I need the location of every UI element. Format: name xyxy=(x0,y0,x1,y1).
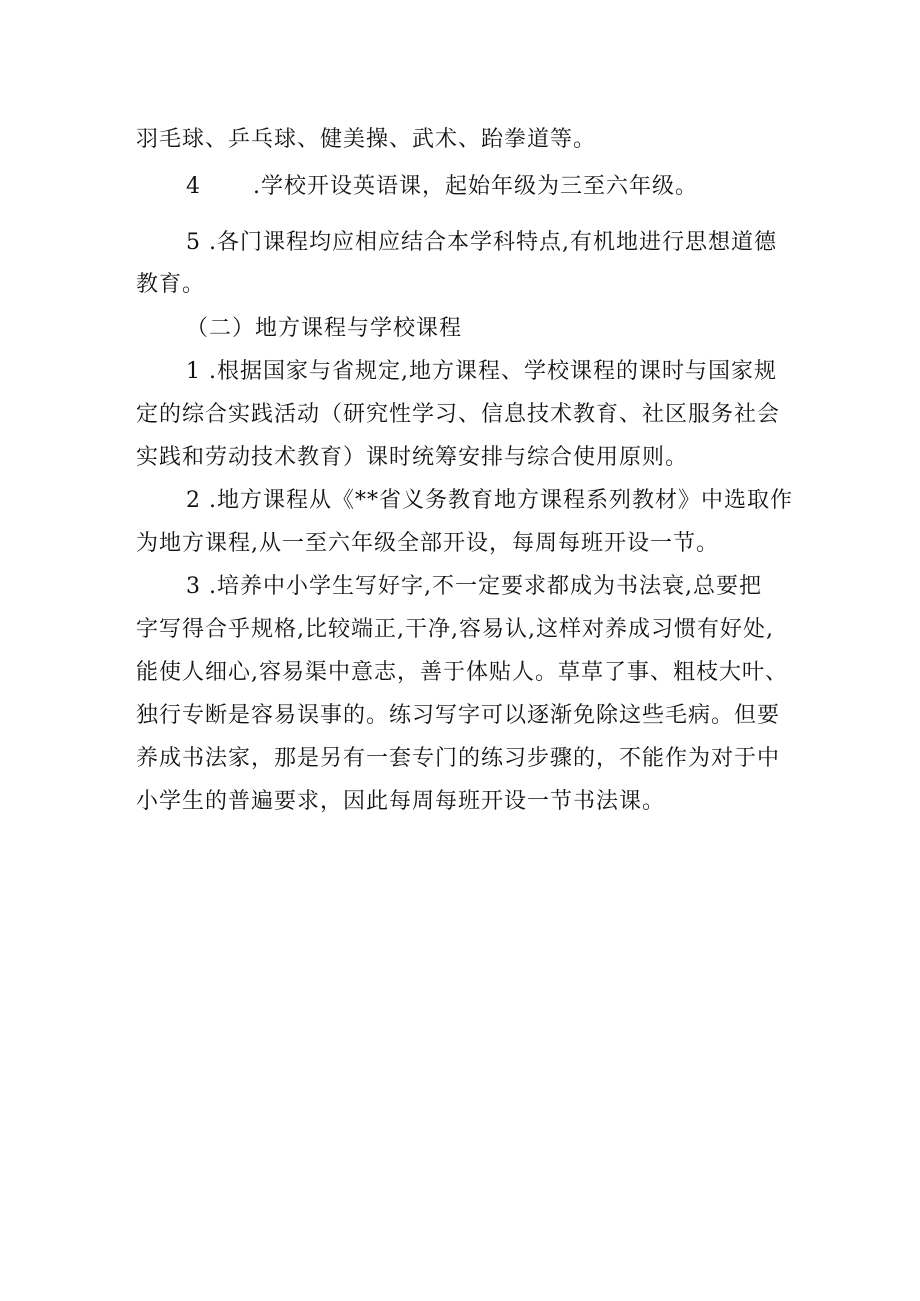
paragraph-4-text: .学校开设英语课，起始年级为三至六年级。 xyxy=(253,174,698,199)
item-2-line-2: 为地方课程,从一至六年级全部开设，每周每班开设一节。 xyxy=(136,531,719,556)
item-1-line-2: 定的综合实践活动（研究性学习、信息技术教育、社区服务社会 xyxy=(136,402,781,427)
paragraph-4-number: 4 xyxy=(186,174,201,199)
paragraph-continuation-line-1: 羽毛球、乒乓球、健美操、武术、跆拳道等。 xyxy=(136,127,597,152)
item-3-line-6: 小学生的普遍要求，因此每周每班开设一节书法课。 xyxy=(136,789,666,814)
item-3-line-1: 3 .培养中小学生写好字,不一定要求都成为书法衰,总要把 xyxy=(186,574,762,599)
item-3-line-5: 养成书法家，那是另有一套专门的练习步骤的，不能作为对于中 xyxy=(136,746,781,771)
paragraph-5-line-1: 5 .各门课程均应相应结合本学科特点,有机地进行思想道德 xyxy=(186,230,777,255)
item-1-line-3: 实践和劳动技术教育）课时统筹安排与综合使用原则。 xyxy=(136,445,689,470)
paragraph-5-line-2: 教育。 xyxy=(136,272,206,297)
item-3-line-4: 独行专断是容易误事的。练习写字可以逐渐免除这些毛病。但要 xyxy=(136,703,781,728)
item-3-line-2: 字写得合乎规格,比较端正,干净,容易认,这样对养成习惯有好处, xyxy=(136,617,774,642)
paragraph-4 xyxy=(186,172,846,202)
item-1-line-1: 1 .根据国家与省规定,地方课程、学校课程的课时与国家规 xyxy=(186,359,777,384)
item-3-line-3: 能使人细心,容易渠中意志，善于体贴人。草草了事、粗枝大叶、 xyxy=(136,660,788,685)
item-2-line-1: 2 .地方课程从《**省义务教育地方课程系列教材》中选取作 xyxy=(186,488,793,513)
section-heading: （二）地方课程与学校课程 xyxy=(186,316,463,341)
